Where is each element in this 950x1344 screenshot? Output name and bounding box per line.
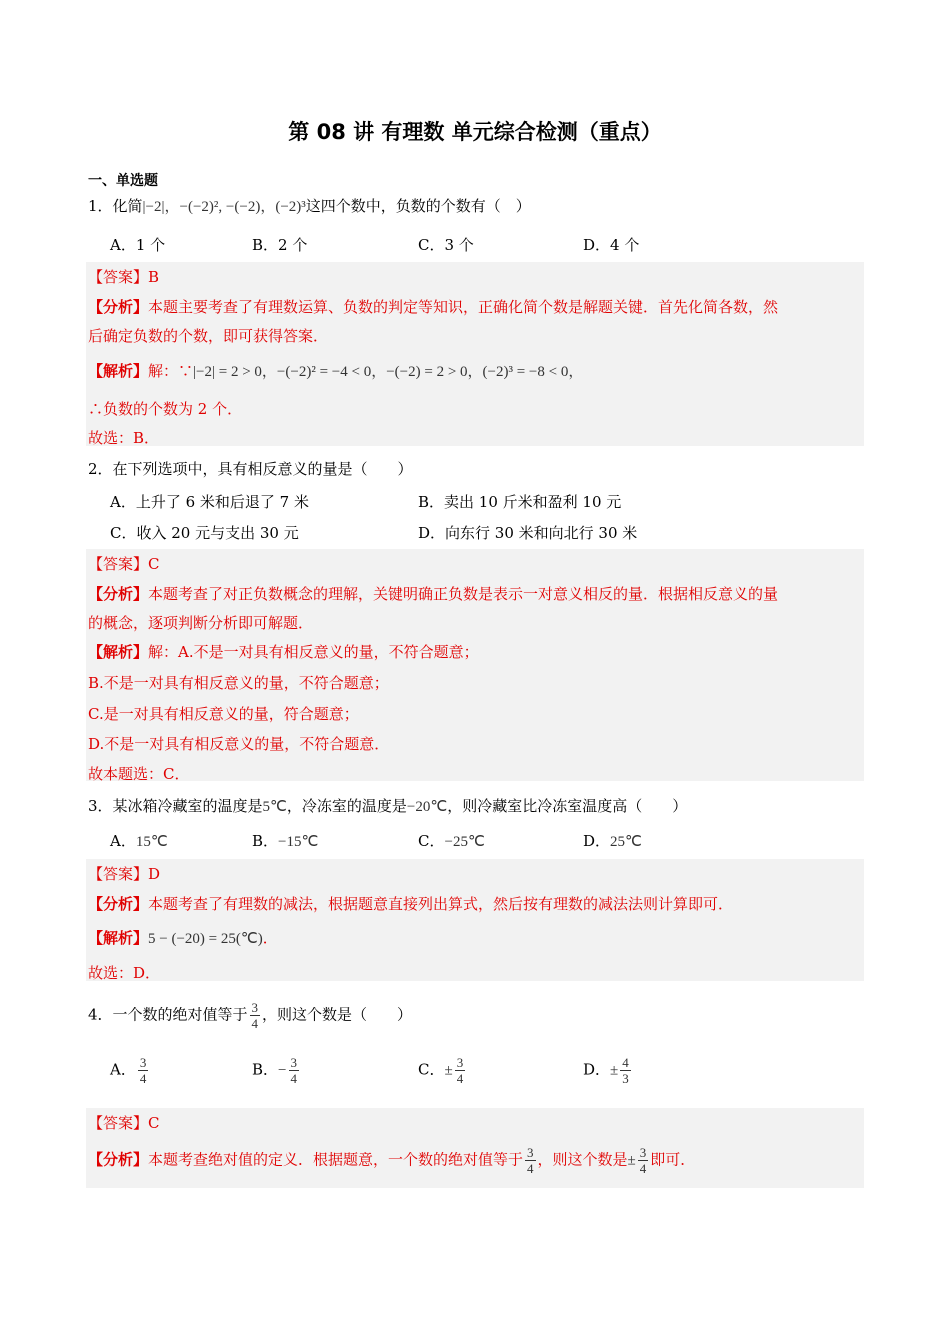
q3-answer: 【答案】D bbox=[88, 865, 161, 883]
q2-option-d: D．向东行 30 米和向北行 30 米 bbox=[418, 524, 638, 542]
q3-option-b bbox=[252, 830, 318, 851]
option-sign: ± bbox=[610, 1062, 619, 1079]
q3-stem-text: 3．某冰箱冷藏室的温度是 bbox=[88, 797, 263, 815]
option-value: 15℃ bbox=[135, 834, 168, 850]
q3-stem bbox=[88, 795, 687, 816]
q2-answer: 【答案】C bbox=[88, 555, 160, 573]
q3-solution-math: 5 − (−20) = 25(℃) bbox=[148, 931, 263, 947]
q1-solution-text: 解：∵ bbox=[148, 362, 194, 380]
option-sign: ± bbox=[444, 1062, 453, 1079]
option-letter: C． bbox=[418, 1060, 445, 1079]
q1-option-b: B．2 个 bbox=[252, 236, 308, 254]
q4-analysis-text: 本题考查绝对值的定义．根据题意，一个数的绝对值等于 bbox=[148, 1150, 524, 1169]
q4-analysis-text-3: 即可． bbox=[650, 1150, 696, 1169]
q2-analysis-cont: 的概念，逐项判断分析即可解题． bbox=[88, 614, 314, 632]
denominator: 3 bbox=[622, 1071, 629, 1086]
q1-solution-math: |−2| = 2 > 0，−(−2)² = −4 < 0，−(−2) = 2 > 0，(−2)³ = −8 < 0， bbox=[193, 364, 584, 380]
q4-stem bbox=[88, 1000, 412, 1031]
option-letter: D． bbox=[583, 832, 611, 850]
numerator: 3 bbox=[139, 1055, 147, 1070]
q2-option-b: B．卖出 10 斤米和盈利 10 元 bbox=[418, 493, 622, 511]
option-letter: C． bbox=[418, 832, 445, 850]
denominator: 4 bbox=[251, 1016, 259, 1031]
q4-answer: 【答案】C bbox=[88, 1114, 160, 1132]
q1-stem bbox=[88, 195, 531, 216]
option-letter: A． bbox=[110, 1060, 136, 1079]
q1-answer: 【答案】B bbox=[88, 268, 160, 286]
numerator: 3 bbox=[639, 1145, 647, 1160]
option-value: −25℃ bbox=[444, 834, 485, 850]
q3-choose: 故选：D． bbox=[88, 964, 161, 982]
q3-option-d bbox=[583, 830, 642, 851]
option-letter: B． bbox=[252, 1060, 279, 1079]
numerator: 3 bbox=[456, 1055, 464, 1070]
q4-analysis-sign: ± bbox=[627, 1152, 636, 1169]
option-letter: B． bbox=[252, 832, 279, 850]
q2-solution-b: B.不是一对具有相反意义的量，不符合题意； bbox=[88, 674, 389, 692]
q3-temp-freezer: −20℃ bbox=[406, 799, 448, 815]
q3-solution bbox=[88, 927, 278, 948]
q4-stem-text-2: ，则这个数是（ ） bbox=[262, 1005, 413, 1024]
section-heading: 一、单选题 bbox=[88, 173, 158, 189]
numerator: 3 bbox=[527, 1145, 534, 1160]
q4-analysis-fraction bbox=[525, 1145, 536, 1176]
q4-fraction bbox=[250, 1000, 261, 1031]
q1-stem-text-2: 这四个数中，负数的个数有（ ） bbox=[305, 197, 531, 215]
analysis-tag: 【分析】 bbox=[88, 298, 149, 316]
denominator: 4 bbox=[456, 1071, 464, 1086]
q2-choose: 故本题选：C． bbox=[88, 765, 190, 783]
analysis-tag: 【分析】 bbox=[88, 1150, 149, 1169]
numerator: 3 bbox=[290, 1055, 297, 1070]
q3-analysis bbox=[88, 893, 733, 914]
q1-option-d: D．4 个 bbox=[583, 236, 640, 254]
q1-stem-math: |−2|，−(−2)², −(−2)，(−2)³ bbox=[142, 199, 306, 215]
q2-solution bbox=[88, 641, 479, 662]
numerator: 4 bbox=[622, 1055, 629, 1070]
q2-option-a: A．上升了 6 米和后退了 7 米 bbox=[110, 493, 309, 511]
q1-analysis-text: 本题主要考查了有理数运算、负数的判定等知识，正确化简个数是解题关键．首先化简各数，然 bbox=[148, 298, 779, 316]
q2-analysis bbox=[88, 583, 778, 604]
option-fraction bbox=[620, 1055, 631, 1086]
denominator: 4 bbox=[527, 1161, 534, 1176]
analysis-tag: 【分析】 bbox=[88, 585, 149, 603]
denominator: 4 bbox=[639, 1161, 647, 1176]
q2-stem: 2．在下列选项中，具有相反意义的量是（ ） bbox=[88, 460, 413, 478]
q2-solution-c: C.是一对具有相反意义的量，符合题意； bbox=[88, 705, 359, 723]
q2-option-c: C．收入 20 元与支出 30 元 bbox=[110, 524, 299, 542]
solution-tag: 【解析】 bbox=[88, 362, 149, 380]
denominator: 4 bbox=[290, 1071, 297, 1086]
option-fraction bbox=[455, 1055, 466, 1086]
option-sign: − bbox=[278, 1062, 287, 1079]
q4-option-d bbox=[583, 1055, 633, 1086]
solution-tag: 【解析】 bbox=[88, 929, 149, 947]
option-fraction bbox=[138, 1055, 149, 1086]
q3-stem-text-3: ，则冷藏室比冷冻室温度高（ ） bbox=[447, 797, 688, 815]
q2-analysis-text: 本题考查了对正负数概念的理解，关键明确正负数是表示一对意义相反的量．根据相反意义的量 bbox=[148, 585, 779, 603]
q1-analysis-cont: 后确定负数的个数，即可获得答案． bbox=[88, 327, 329, 345]
q4-option-a bbox=[110, 1055, 150, 1086]
q3-option-a bbox=[110, 830, 168, 851]
option-letter: A． bbox=[110, 832, 136, 850]
q1-option-a: A．1 个 bbox=[110, 236, 166, 254]
denominator: 4 bbox=[139, 1071, 147, 1086]
option-fraction bbox=[289, 1055, 300, 1086]
q3-temp-fridge: 5℃ bbox=[262, 799, 287, 815]
option-value: −15℃ bbox=[278, 834, 319, 850]
q4-stem-text: 4．一个数的绝对值等于 bbox=[88, 1005, 248, 1024]
q1-solution-conclusion: ∴负数的个数为 2 个． bbox=[88, 400, 243, 418]
q1-choose: 故选：B． bbox=[88, 429, 160, 447]
option-letter: D． bbox=[583, 1060, 611, 1079]
solution-tag: 【解析】 bbox=[88, 643, 149, 661]
q4-analysis-fraction-2 bbox=[638, 1145, 649, 1176]
q4-option-b bbox=[252, 1055, 301, 1086]
q2-solution-text: 解：A.不是一对具有相反意义的量，不符合题意； bbox=[148, 643, 479, 661]
q3-analysis-text: 本题考查了有理数的减法，根据题意直接列出算式，然后按有理数的减法法则计算即可． bbox=[148, 895, 734, 913]
q1-solution bbox=[88, 360, 583, 381]
page-title: 第 08 讲 有理数 单元综合检测（重点） bbox=[288, 120, 662, 144]
option-value: 25℃ bbox=[610, 834, 642, 850]
q4-option-c bbox=[418, 1055, 467, 1086]
q4-analysis-text-2: ，则这个数是 bbox=[537, 1150, 628, 1169]
q1-analysis bbox=[88, 296, 778, 317]
q3-stem-text-2: ，冷冻室的温度是 bbox=[286, 797, 407, 815]
q1-stem-text: 1．化简 bbox=[88, 197, 143, 215]
numerator: 3 bbox=[251, 1000, 259, 1015]
q2-solution-d: D.不是一对具有相反意义的量，不符合题意． bbox=[88, 735, 390, 753]
q3-answer-box bbox=[86, 859, 864, 981]
q3-option-c bbox=[418, 830, 485, 851]
analysis-tag: 【分析】 bbox=[88, 895, 149, 913]
q1-option-c: C．3 个 bbox=[418, 236, 474, 254]
q4-analysis bbox=[88, 1145, 695, 1176]
q3-solution-end: ． bbox=[262, 929, 278, 947]
